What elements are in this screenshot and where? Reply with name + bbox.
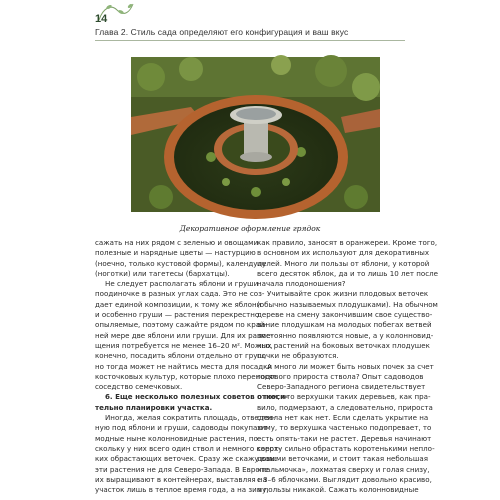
text-line: и особенно груши — растения перекрестно [95, 310, 260, 320]
text-line: ствола нет как нет. Если сделать укрытие на [257, 413, 429, 423]
text-line: ких обрастающих веточек. Сразу же скажу вам: [95, 454, 278, 464]
text-line: Не следует располагать яблони и груши [105, 279, 259, 289]
text-line: о том, что верхушки таких деревьев, как пра- [257, 392, 431, 402]
text-line: эти растения не для Северо-Запада. В Европе [95, 464, 269, 474]
text-line: «пальмочка», лохматая сверху и голая снизу, [257, 464, 430, 474]
text-line: тельно планировки участка. [95, 402, 213, 412]
text-line: довыми веточками, и стоит такая небольшая [257, 454, 428, 464]
text-line: щения потребуется не менее 16–20 м². Можно, [95, 340, 273, 350]
text-line: скольку у них всего один ствол и немного корот- [95, 443, 281, 453]
text-line: косточковых культур, которые плохо переносят [95, 371, 277, 381]
text-line: но тогда может не найтись места для посадки [95, 361, 273, 371]
text-line: дереве на смену закончившим свое существо- [257, 310, 433, 320]
text-line: почки не образуются. [257, 351, 339, 361]
text-line: годового прироста ствола? Опыт садоводов [257, 371, 424, 381]
text-line: ных растений на боковых веточках плодушек [257, 340, 430, 350]
text-line: всего десяток яблок, да и то лишь 10 лет после [257, 268, 439, 278]
text-line: конечно, посадить яблони отдельно от груш, [95, 351, 267, 361]
garden-photo-illustration [131, 57, 380, 212]
text-line: полезные и нарядные цветы — настурцию [95, 248, 256, 258]
text-line: постоянно появляются новые, а у колонновид- [257, 330, 434, 340]
running-head: Глава 2. Стиль сада определяют его конфигурация и ваш вкус [95, 27, 349, 37]
text-line: (обычно называемых плодушками). На обычном [257, 299, 438, 309]
text-line: начала плодоношения? [257, 279, 346, 289]
text-line: ней мере две яблони или груши. Для их разме- [95, 330, 274, 340]
text-line: есть опять-таки не растет. Деревья начинают [257, 433, 432, 443]
text-line: участок лишь в теплое время года, а на зиму, [95, 485, 269, 495]
text-line: как правило, заносят в оранжереи. Кроме того, [257, 238, 438, 247]
text-line: Иногда, желая сократить площадь, отведен- [105, 413, 276, 423]
text-line: их выращивают в контейнерах, выставляя на [95, 474, 267, 484]
text-line: с 3–6 яблочками. Выглядит довольно красиво, [257, 474, 432, 484]
text-line: вило, подмерзают, а следовательно, прироста [257, 402, 433, 412]
header-rule [95, 40, 405, 41]
text-line: сверху сильно обрастать коротенькими неплo- [257, 443, 435, 453]
text-line: опыляемые, поэтому сажайте рядом по край- [95, 320, 268, 330]
text-line: 6. Еще несколько полезных советов относи- [105, 392, 288, 402]
text-column-right [257, 238, 439, 495]
text-line: целей. Много ли пользы от яблони, у которой [257, 258, 430, 268]
text-line: зиму, то верхушка частенько подопревает, то [257, 423, 432, 433]
text-line: вание плодушкам на молодых побегах ветвей [257, 320, 432, 330]
text-line: сажать на них рядом с зеленью и овощами [95, 238, 259, 247]
garden-photo [131, 57, 380, 212]
text-line: в основном их используют для декоративных [257, 248, 430, 258]
text-line: соседство семечковых. [95, 382, 183, 392]
text-line: А много ли может быть новых почек за счет [267, 361, 434, 371]
text-line: поодиночке в разных углах сада. Это не соз- [95, 289, 265, 299]
text-line: (ноечно, только кустовой формы), календулу [95, 258, 267, 268]
figure-caption: Декоративное оформление грядок [179, 224, 321, 233]
text-line: ную под яблони и груши, садоводы покупают [95, 423, 268, 433]
text-line: Северо-Западного региона свидетельствует [257, 382, 426, 392]
text-line: дает единой композиции, к тому же яблони [95, 299, 262, 309]
text-line: Учитывайте срок жизни плодовых веточек [267, 289, 429, 299]
text-line: (ноготки) или тагетесы (бархатцы). [95, 268, 230, 278]
text-column-left [95, 238, 288, 495]
text-line: а пользы никакой. Сажать колонновидные [257, 485, 419, 495]
text-line: модные ныне колонновидные растения, по- [95, 433, 261, 443]
page-number: 14 [95, 13, 108, 25]
